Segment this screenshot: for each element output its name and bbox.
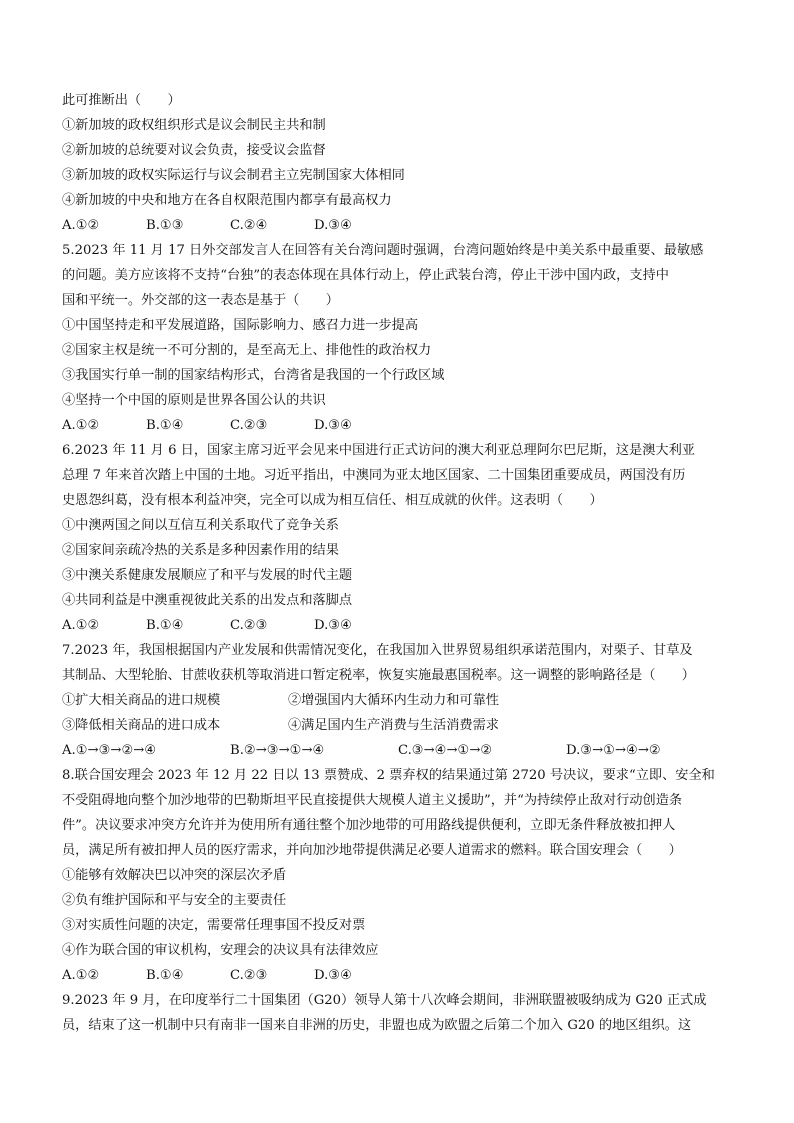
q5-statement-2: ②国家主权是统一不可分割的，是至高无上、排他性的政治权力 [62,343,432,358]
q6-option-a[interactable]: A.①② [62,618,100,633]
q8-stem-line-1: 8.联合国安理会 2023 年 12 月 22 日以 13 票赞成、2 票弃权的结果通过第 2720 号决议，要求“立即、安全和 [62,768,715,783]
q9-stem-line-2: 员，结束了这一机制中只有南非一国来自非洲的历史，非盟也成为欧盟之后第二个加入 G20 的地区组织。这 [62,1018,692,1033]
q8-statement-4: ④作为联合国的审议机构，安理会的决议具有法律效应 [62,943,379,958]
q7-option-b[interactable]: B.②→③→①→④ [230,743,325,758]
q7-option-a[interactable]: A.①→③→②→④ [62,743,157,758]
q5-option-a[interactable]: A.①② [62,418,100,433]
q7-option-c[interactable]: C.③→④→①→② [398,743,493,758]
q7-item-2: ②增强国内大循环内生动力和可靠性 [288,693,499,708]
q7-item-1: ①扩大相关商品的进口规模 [62,693,221,708]
q6-option-b[interactable]: B.①④ [146,618,184,633]
q7-item-4: ④满足国内生产消费与生活消费需求 [288,718,499,733]
q6-statement-1: ①中澳两国之间以互信互利关系取代了竞争关系 [62,518,339,533]
q8-stem-line-2: 不受阻碍地向整个加沙地带的巴勒斯坦平民直接提供大规模人道主义援助”，并“为持续停止敌对行动创造条 [62,793,683,808]
q4-option-a[interactable]: A.①② [62,218,100,233]
q9-stem-line-1: 9.2023 年 9 月，在印度举行二十国集团（G20）领导人第十八次峰会期间，非洲联盟被吸纳成为 G20 正式成 [62,993,707,1008]
q5-stem-line-1: 5.2023 年 11 月 17 日外交部发言人在回答有关台湾问题时强调，台湾问题始终是中美关系中最重要、最敏感 [62,243,704,258]
q8-stem-line-3: 件”。决议要求冲突方允许并为使用所有通往整个加沙地带的可用路线提供便利，立即无条件释放被扣押人 [62,818,676,833]
q6-option-c[interactable]: C.②③ [230,618,268,633]
q6-statement-3: ③中澳关系健康发展顺应了和平与发展的时代主题 [62,568,353,583]
q4-option-b[interactable]: B.①③ [146,218,184,233]
q4-statement-4: ④新加坡的中央和地方在各自权限范围内都享有最高权力 [62,193,392,208]
q5-statement-4: ④坚持一个中国的原则是世界各国公认的共识 [62,393,326,408]
q6-statement-2: ②国家间亲疏冷热的关系是多种因素作用的结果 [62,543,339,558]
q4-statement-2: ②新加坡的总统要对议会负责，接受议会监督 [62,143,326,158]
q7-stem-line-1: 7.2023 年，我国根据国内产业发展和供需情况变化，在我国加入世界贸易组织承诺范围内，对栗子、甘草及 [62,643,693,658]
q5-option-b[interactable]: B.①④ [146,418,184,433]
q8-option-a[interactable]: A.①② [62,968,100,983]
q5-stem-line-2: 的问题。美方应该将不支持“台独”的表态体现在具体行动上，停止武装台湾，停止干涉中国内政，支持中 [62,268,669,283]
q8-statement-3: ③对实质性问题的决定，需要常任理事国不投反对票 [62,918,366,933]
q5-statement-3: ③我国实行单一制的国家结构形式，台湾省是我国的一个行政区域 [62,368,445,383]
q5-option-c[interactable]: C.②③ [230,418,268,433]
q6-stem-line-3: 史恩怨纠葛，没有根本利益冲突，完全可以成为相互信任、相互成就的伙伴。这表明（ ） [62,493,603,508]
q8-statement-2: ②负有维护国际和平与安全的主要责任 [62,893,287,908]
q6-option-d[interactable]: D.③④ [314,618,352,633]
q8-stem-line-4: 员，满足所有被扣押人员的医疗需求，并向加沙地带提供满足必要人道需求的燃料。联合国安理会（ ） [62,843,682,858]
q4-statement-3: ③新加坡的政权实际运行与议会制君主立宪制国家大体相同 [62,168,405,183]
q5-option-d[interactable]: D.③④ [314,418,352,433]
q6-stem-line-1: 6.2023 年 11 月 6 日，国家主席习近平会见来中国进行正式访问的澳大利亚总理阿尔巴尼斯，这是澳大利亚 [62,443,695,458]
q8-statement-1: ①能够有效解决巴以冲突的深层次矛盾 [62,868,287,883]
q4-option-c[interactable]: C.②④ [230,218,268,233]
q5-statement-1: ①中国坚持走和平发展道路，国际影响力、感召力进一步提高 [62,318,419,333]
q8-option-c[interactable]: C.②③ [230,968,268,983]
q7-item-3: ③降低相关商品的进口成本 [62,718,221,733]
q7-option-d[interactable]: D.③→①→④→② [566,743,661,758]
q5-stem-line-3: 国和平统一。外交部的这一表态是基于（ ） [62,293,339,308]
q4-statement-1: ①新加坡的政权组织形式是议会制民主共和制 [62,118,326,133]
q4-option-d[interactable]: D.③④ [314,218,352,233]
q6-stem-line-2: 总理 7 年来首次踏上中国的土地。习近平指出，中澳同为亚太地区国家、二十国集团重要成员，两国没有历 [62,468,686,483]
q6-statement-4: ④共同利益是中澳重视彼此关系的出发点和落脚点 [62,593,353,608]
q8-option-b[interactable]: B.①④ [146,968,184,983]
q4-stem-tail: 此可推断出（ ） [62,93,181,108]
q8-option-d[interactable]: D.③④ [314,968,352,983]
q7-stem-line-2: 其制品、大型轮胎、甘蔗收获机等取消进口暂定税率，恢复实施最惠国税率。这一调整的影响路径是（ ） [62,668,695,683]
